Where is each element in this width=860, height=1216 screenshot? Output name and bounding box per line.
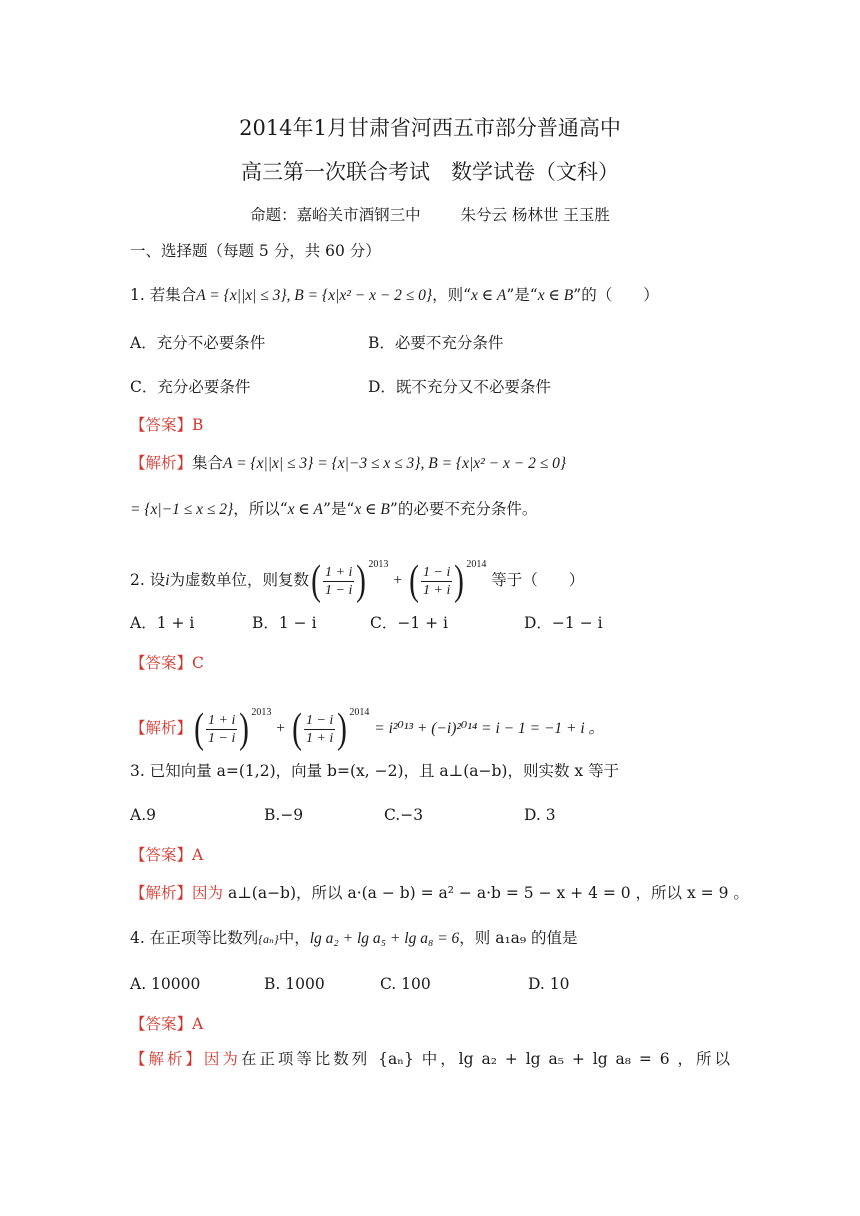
- analysis-label: 【解析】: [130, 454, 193, 472]
- q2-option-d: D．−1 − i: [524, 614, 603, 632]
- q3-answer-value: A: [192, 846, 204, 864]
- q3-option-b: B.−9: [264, 806, 304, 824]
- authors-prefix: 命题：嘉峪关市酒钢三中: [250, 206, 421, 224]
- q2-answer-value: C: [192, 654, 204, 672]
- question-1-stem: 1. 若集合A = {x||x| ≤ 3}, B = {x|x² − x − 2 ≤ 0}，则“x ∈ A”是“x ∈ B”的（ ）: [130, 286, 659, 304]
- question-2-stem: 2. 设i为虚数单位，则复数( $\frac{1 + i}{1 - i}$ ) $^{2013}$ + ( $\frac{1 - i}{1 + i}$ ) $^{2014}$ 等于（ ）: [130, 558, 585, 604]
- authors-line: [0, 203, 860, 225]
- q1-sets: A = {x||x| ≤ 3}, B = {x|x² − x − 2 ≤ 0}: [196, 287, 433, 304]
- question-3-stem: 3. 已知向量 a=(1,2)，向量 b=(x, −2)，且 a⊥(a−b)，则实数 x 等于: [130, 762, 620, 780]
- q3-option-c: C.−3: [384, 806, 424, 824]
- q4-option-c: C. 100: [380, 975, 431, 993]
- q1-analysis-line2: = {x|−1 ≤ x ≤ 2}，所以“x ∈ A”是“x ∈ B”的必要不充分条件。: [130, 500, 538, 518]
- q2-option-c: C．−1 + i: [370, 614, 449, 632]
- q1-option-a: A．充分不必要条件: [130, 334, 266, 352]
- q2-answer: 【答案】C: [130, 654, 204, 672]
- document-title-line1: 2014年1月甘肃省河西五市部分普通高中: [239, 116, 621, 140]
- q4-option-a: A. 10000: [130, 975, 201, 993]
- authors-names: 朱兮云 杨林世 王玉胜: [460, 206, 610, 224]
- q4-answer-value: A: [192, 1015, 204, 1033]
- q1-analysis-line1: 【解析】集合A = {x||x| ≤ 3} = {x|−3 ≤ x ≤ 3}, B = {x|x² − x − 2 ≤ 0}: [130, 454, 567, 472]
- q3-answer: 【答案】A: [130, 846, 204, 864]
- answer-label: 【答案】: [130, 416, 193, 434]
- q1-option-b: B．必要不充分条件: [368, 334, 504, 352]
- document-title-line2: 高三第一次联合考试 数学试卷（文科）: [241, 160, 619, 184]
- q1-option-c: C．充分必要条件: [130, 378, 251, 396]
- q4-option-d: D. 10: [528, 975, 570, 993]
- q4-option-b: B. 1000: [264, 975, 325, 993]
- q2-option-a: A．1 + i: [130, 614, 195, 632]
- q3-analysis: 【解析】因为 a⊥(a−b)，所以 a·(a − b) = a² − a·b = 5 − x + 4 = 0 ，所以 x = 9 。: [130, 884, 749, 902]
- q3-option-a: A.9: [130, 806, 156, 824]
- question-4-stem: 4. 在正项等比数列{aₙ}中，lg a₂ + lg a₅ + lg a₈ = 6，则 a₁a₉ 的值是: [130, 929, 578, 947]
- q1-option-d: D．既不充分又不必要条件: [368, 378, 551, 396]
- section-heading: 一、选择题（每题 5 分，共 60 分）: [130, 242, 381, 260]
- q4-answer: 【答案】A: [130, 1015, 204, 1033]
- q4-analysis: 【解析】因为在正项等比数列 {aₙ} 中，lg a₂ + lg a₅ + lg a₈ = 6 ，所以: [130, 1050, 730, 1068]
- q2-option-b: B．1 − i: [252, 614, 317, 632]
- q1-answer: [130, 414, 203, 436]
- q1-answer-value: B: [192, 416, 204, 434]
- q3-option-d: D. 3: [524, 806, 556, 824]
- q2-analysis: 【解析】( $\frac{1 + i}{1 - i}$ ) $^{2013}$ + ( $\frac{1 - i}{1 + i}$ ) $^{2014}$ = i²⁰¹³ + (−i)²⁰¹⁴ = i − 1 = −1 + i 。: [130, 706, 605, 752]
